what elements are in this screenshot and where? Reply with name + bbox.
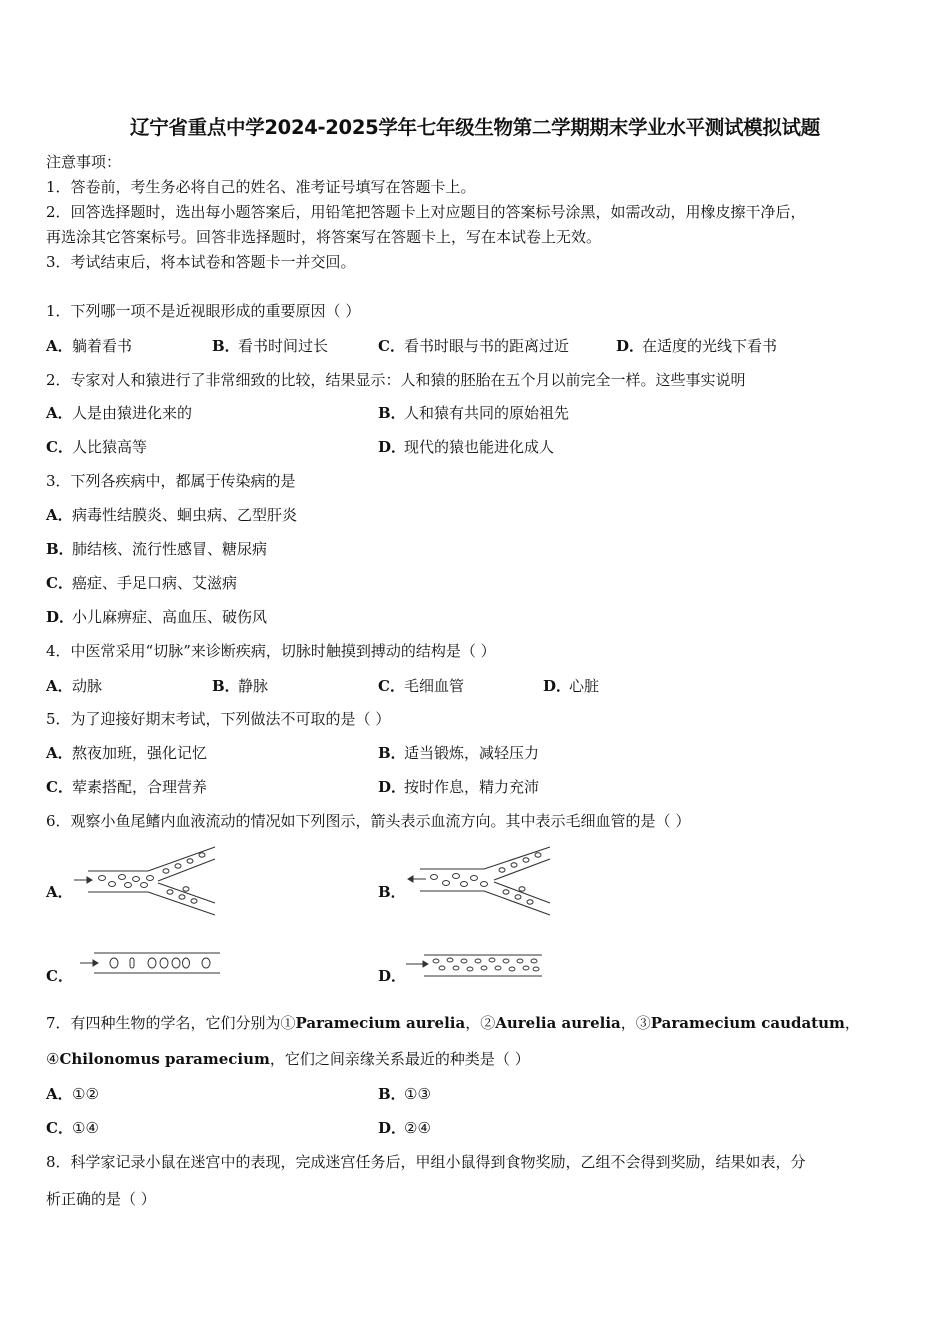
notice-heading: 注意事项： [46, 153, 122, 171]
question-stem-4: 4．中医常采用“切脉”来诊断疾病，切脉时触摸到搏动的结构是（ ） [46, 642, 496, 660]
question-stem-5: 5．为了迎接好期末考试，下列做法不可取的是（ ） [46, 710, 391, 728]
option-5c[interactable]: C．荤素搭配，合理营养 [46, 778, 208, 796]
option-5d[interactable]: D．按时作息，精力充沛 [378, 778, 540, 796]
option-6d[interactable]: D． [378, 967, 407, 985]
option-5a[interactable]: A．熬夜加班，强化记忆 [46, 744, 208, 762]
option-4a[interactable]: A．动脉 [46, 677, 103, 695]
option-1a[interactable]: A．躺着看书 [46, 337, 133, 355]
question-stem-2: 2．专家对人和猿进行了非常细致的比较，结果显示：人和猿的胚胎在五个月以前完全一样。这些事实说明 [46, 371, 746, 389]
option-7b[interactable]: B．①③ [378, 1085, 431, 1103]
option-4c[interactable]: C．毛细血管 [378, 677, 465, 695]
question-stem-8-line2: 析正确的是（ ） [46, 1190, 156, 1208]
option-2a[interactable]: A．人是由猿进化来的 [46, 404, 193, 422]
option-3b[interactable]: B．肺结核、流行性感冒、糖尿病 [46, 540, 268, 558]
option-2d[interactable]: D．现代的猿也能进化成人 [378, 438, 555, 456]
page-title: 辽宁省重点中学2024-2025学年七年级生物第二学期期末学业水平测试模拟试题 [130, 116, 820, 139]
option-7a[interactable]: A．①② [46, 1085, 99, 1103]
option-1d[interactable]: D．在适度的光线下看书 [616, 337, 778, 355]
option-6b[interactable]: B． [378, 883, 406, 901]
question-stem-1: 1．下列哪一项不是近视眼形成的重要原因（ ） [46, 302, 361, 320]
option-3a[interactable]: A．病毒性结膜炎、蛔虫病、乙型肝炎 [46, 506, 298, 524]
notice-item: 再选涂其它答案标号。回答非选择题时，将答案写在答题卡上，写在本试卷上无效。 [46, 228, 602, 246]
question-stem-3: 3．下列各疾病中，都属于传染病的是 [46, 472, 296, 490]
question-stem-7-line2: ④Chilonomus paramecium，它们之间亲缘关系最近的种类是（ ） [46, 1050, 530, 1068]
blood-vessel-figure-b [402, 845, 552, 917]
notice-item: 1．答卷前，考生务必将自己的姓名、准考证号填写在答题卡上。 [46, 178, 476, 196]
blood-vessel-figure-d [402, 952, 547, 978]
question-stem-6: 6．观察小鱼尾鳍内血液流动的情况如下列图示，箭头表示血流方向。其中表示毛细血管的是（ ） [46, 812, 691, 830]
option-6a[interactable]: A． [46, 883, 73, 901]
blood-vessel-figure-c [78, 950, 223, 976]
option-3c[interactable]: C．癌症、手足口病、艾滋病 [46, 574, 238, 592]
blood-vessel-figure-a [70, 845, 220, 917]
option-5b[interactable]: B．适当锻炼，减轻压力 [378, 744, 540, 762]
option-6c[interactable]: C． [46, 967, 73, 985]
notice-item: 2．回答选择题时，选出每小题答案后，用铅笔把答题卡上对应题目的答案标号涂黑，如需改动，用橡皮擦干净后， [46, 203, 806, 221]
option-3d[interactable]: D．小儿麻痹症、高血压、破伤风 [46, 608, 268, 626]
option-2c[interactable]: C．人比猿高等 [46, 438, 148, 456]
option-4b[interactable]: B．静脉 [212, 677, 269, 695]
notice-item: 3．考试结束后，将本试卷和答题卡一并交回。 [46, 253, 356, 271]
option-7d[interactable]: D．②④ [378, 1119, 431, 1137]
option-2b[interactable]: B．人和猿有共同的原始祖先 [378, 404, 570, 422]
option-1c[interactable]: C．看书时眼与书的距离过近 [378, 337, 570, 355]
option-7c[interactable]: C．①④ [46, 1119, 99, 1137]
question-stem-8: 8．科学家记录小鼠在迷宫中的表现，完成迷宫任务后，甲组小鼠得到食物奖励，乙组不会得到奖励，结果如表，分 [46, 1153, 806, 1171]
option-4d[interactable]: D．心脏 [543, 677, 600, 695]
question-stem-7: 7．有四种生物的学名，它们分别为①Paramecium aurelia，②Aurelia aurelia，③Paramecium caudatum， [46, 1014, 860, 1032]
option-1b[interactable]: B．看书时间过长 [212, 337, 329, 355]
